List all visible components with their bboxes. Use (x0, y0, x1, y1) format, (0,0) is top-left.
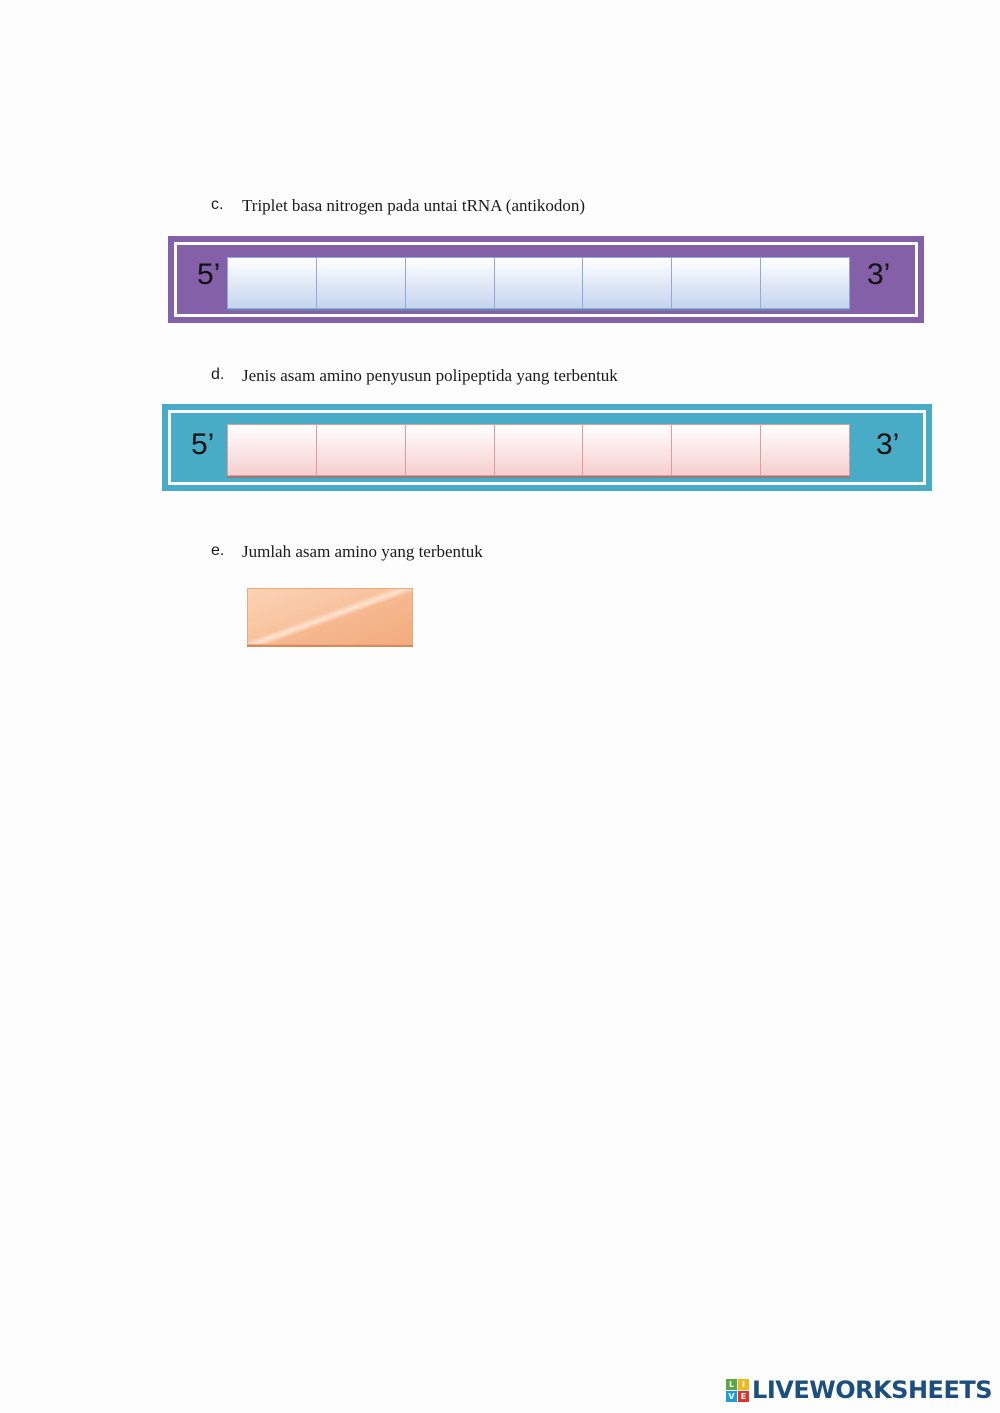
brand-wordmark: LIVEWORKSHEETS (752, 1376, 992, 1404)
question-text: Jenis asam amino penyusun polipeptida yang terbentuk (242, 366, 618, 385)
question-letter: d. (211, 366, 225, 383)
anticodon-input-4[interactable] (495, 258, 584, 308)
question-letter: e. (211, 542, 225, 559)
trna-anticodon-strand (168, 236, 924, 323)
question-text: Jumlah asam amino yang terbentuk (242, 542, 483, 561)
amino-acid-input-2[interactable] (317, 425, 406, 475)
liveworksheets-brand (726, 1376, 992, 1404)
logo-letter: V (726, 1391, 737, 1402)
strand-3-prime-label: 3’ (876, 428, 900, 461)
amino-acid-input-1[interactable] (228, 425, 317, 475)
anticodon-input-1[interactable] (228, 258, 317, 308)
question-text: Triplet basa nitrogen pada untai tRNA (antikodon) (242, 196, 586, 215)
question-letter: c. (211, 196, 224, 213)
anticodon-input-3[interactable] (406, 258, 495, 308)
strand-5-prime-label: 5’ (191, 428, 215, 461)
amino-acid-input-6[interactable] (672, 425, 761, 475)
anticodon-input-5[interactable] (583, 258, 672, 308)
anticodon-input-7[interactable] (761, 258, 849, 308)
anticodon-answer-cells (227, 257, 850, 309)
amino-acid-input-4[interactable] (495, 425, 584, 475)
strand-5-prime-label: 5’ (197, 258, 221, 291)
logo-letter: I (738, 1379, 749, 1390)
amino-acid-answer-cells (227, 424, 850, 476)
amino-acid-count-input[interactable] (247, 588, 413, 645)
amino-acid-input-5[interactable] (583, 425, 672, 475)
liveworksheets-logo-icon (726, 1379, 749, 1402)
amino-acid-input-3[interactable] (406, 425, 495, 475)
amino-acid-input-7[interactable] (761, 425, 849, 475)
strand-3-prime-label: 3’ (867, 258, 891, 291)
anticodon-input-6[interactable] (672, 258, 761, 308)
logo-letter: E (738, 1391, 749, 1402)
amino-acid-strand (162, 404, 932, 491)
logo-letter: L (726, 1379, 737, 1390)
anticodon-input-2[interactable] (317, 258, 406, 308)
